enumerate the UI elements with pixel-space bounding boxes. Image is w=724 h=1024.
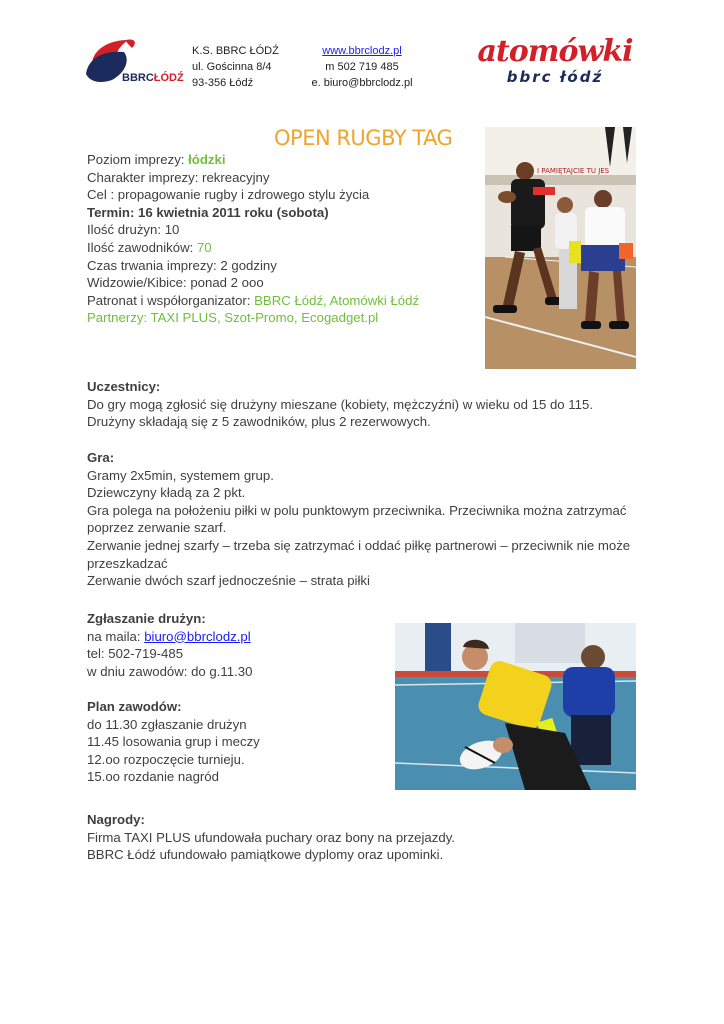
- game-section: [87, 449, 630, 590]
- detail-duration: Czas trwania imprezy: 2 godziny: [87, 257, 277, 273]
- schedule-line: do 11.30 zgłaszanie drużyn: [87, 716, 247, 732]
- event-details: [87, 151, 419, 327]
- prizes-line: Firma TAXI PLUS ufundowała puchary oraz bony na przejazdy.: [87, 829, 455, 845]
- game-line: Gra polega na położeniu piłki w polu punktowym przeciwnika. Przeciwnika można zatrzymać: [87, 502, 627, 518]
- detail-teams: Ilość drużyn: 10: [87, 222, 180, 238]
- schedule-line: 11.45 losowania grup i meczy: [87, 734, 260, 750]
- detail-character: Charakter imprezy: rekreacyjny: [87, 169, 270, 185]
- schedule-line: 12.oo rozpoczęcie turnieju.: [87, 751, 245, 767]
- detail-patronage: Patronat i współorganizator: BBRC Łódź, Atomówki Łódź: [87, 292, 420, 308]
- atomowki-logo: [476, 36, 634, 92]
- rugby-photo-2-image: [395, 623, 636, 790]
- schedule-heading: Plan zawodów:: [87, 699, 182, 714]
- registration-phone: tel: 502-719-485: [87, 646, 184, 662]
- detail-level: Poziom imprezy: łódzki: [87, 152, 226, 167]
- photo-rugby-match-indoor: [485, 127, 636, 369]
- game-line: Dziewczyny kładą za 2 pkt.: [87, 485, 246, 501]
- game-heading: Gra:: [87, 450, 115, 465]
- game-line: przeszkadzać: [87, 555, 168, 571]
- event-title: OPEN RUGBY TAG: [274, 126, 453, 150]
- detail-partners: Partnerzy: TAXI PLUS, Szot-Promo, Ecogadget.pl: [87, 310, 379, 326]
- registration-heading: Zgłaszanie drużyn:: [87, 611, 206, 626]
- contact-phone: m 502 719 485: [325, 61, 399, 73]
- logo-text-lodz: ŁÓDŹ: [153, 72, 184, 84]
- participants-line: Drużyny składają się z 5 zawodników, plus 2 rezerwowych.: [87, 414, 431, 430]
- game-line: Zerwanie jednej szarfy – trzeba się zatrzymać i oddać piłkę partnerowi – przeciwnik nie może: [87, 537, 631, 553]
- schedule-section: [87, 698, 260, 786]
- game-line: Zerwanie dwóch szarf jednocześnie – strata piłki: [87, 573, 370, 589]
- photo-rugby-tag-players: [395, 623, 636, 790]
- logo-text-bbrc: BBRC: [122, 72, 154, 84]
- game-line: Gramy 2x5min, systemem grup.: [87, 467, 274, 483]
- participants-line: Do gry mogą zgłosić się drużyny mieszane (kobiety, mężczyźni) w wieku od 15 do 115.: [87, 396, 593, 412]
- game-line: poprzez zerwanie szarf.: [87, 520, 227, 536]
- detail-spectators: Widzowie/Kibice: ponad 2 ooo: [87, 275, 264, 291]
- rugby-photo-1-image: [485, 127, 636, 369]
- atomowki-logo-sub: bbrc łódź: [506, 68, 604, 86]
- club-contact: [300, 43, 424, 91]
- prizes-heading: Nagrody:: [87, 812, 145, 827]
- club-street: ul. Gościnna 8/4: [192, 61, 272, 73]
- website-link[interactable]: www.bbrclodz.pl: [322, 45, 402, 57]
- club-name: K.S. BBRC ŁÓDŹ: [192, 45, 279, 57]
- contact-email: e. biuro@bbrclodz.pl: [311, 77, 413, 89]
- prizes-line: BBRC Łódź ufundowało pamiątkowe dyplomy oraz upominki.: [87, 847, 444, 863]
- detail-date: Termin: 16 kwietnia 2011 roku (sobota): [87, 204, 329, 220]
- registration-section: [87, 610, 252, 680]
- registration-email-link[interactable]: biuro@bbrclodz.pl: [144, 628, 251, 644]
- detail-goal: Cel : propagowanie rugby i zdrowego stylu życia: [87, 187, 370, 203]
- detail-players: Ilość zawodników: 70: [87, 239, 212, 255]
- participants-section: [87, 378, 593, 431]
- banner-text: I PAMIĘTAJCIE TU JES: [537, 167, 610, 175]
- bbrc-logo: [84, 34, 188, 90]
- club-postal: 93-356 Łódź: [192, 77, 254, 89]
- atomowki-logo-main: atomówki: [477, 34, 633, 69]
- schedule-line: 15.oo rozdanie nagród: [87, 769, 219, 785]
- participants-heading: Uczestnicy:: [87, 379, 161, 394]
- club-address: [192, 43, 279, 91]
- registration-deadline: w dniu zawodów: do g.11.30: [87, 663, 253, 679]
- registration-email-line: na maila: biuro@bbrclodz.pl: [87, 628, 251, 644]
- prizes-section: [87, 811, 455, 864]
